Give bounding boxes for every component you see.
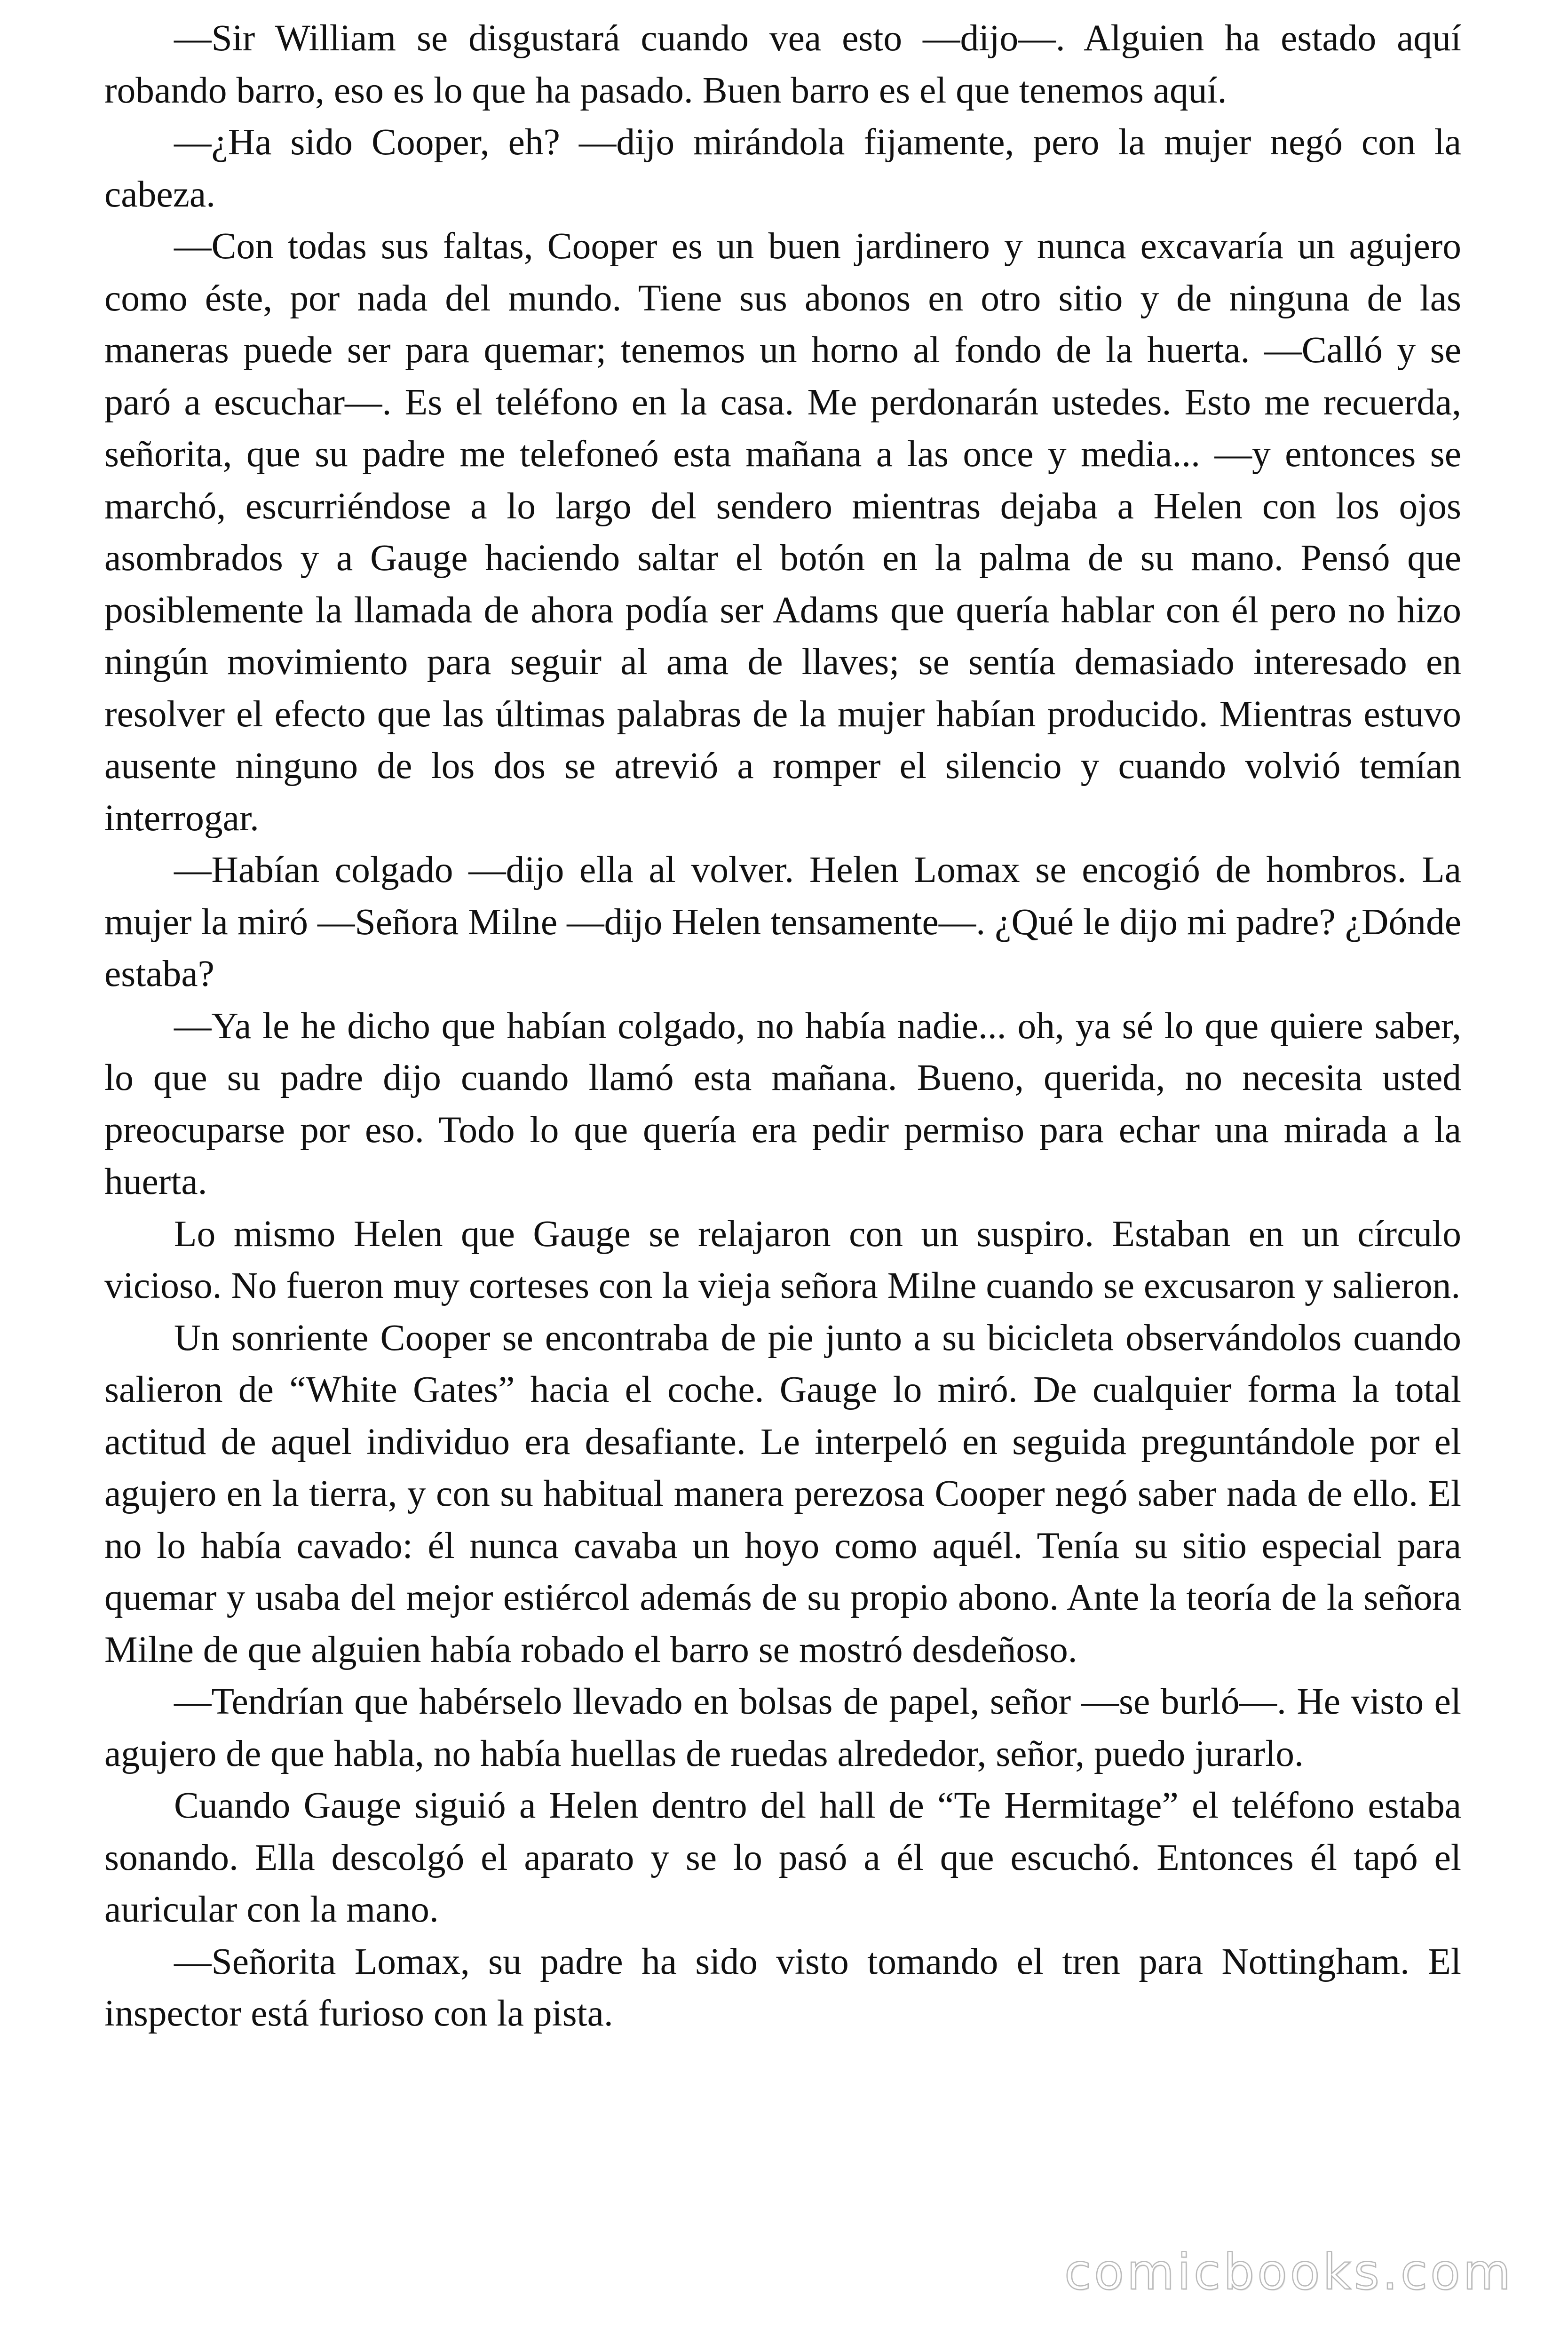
- paragraph-7: Un sonriente Cooper se encontraba de pie junto a su bicicleta observándolos cuando salieron de “White Gates” hacia el coche. Gauge lo miró. De cualquier forma la total actitud de aquel individuo era desafiante. Le interpeló en seguida preguntándole por el agujero en la tierra, y con su habitual manera perezosa Cooper negó saber nada de ello. El no lo había cavado: él nunca cavaba un hoyo como aquél. Tenía su sitio especial para quemar y usaba del mejor estiércol además de su propio abono. Ante la teoría de la señora Milne de que alguien había robado el barro se mostró desdeñoso.: [104, 1317, 1461, 1670]
- paragraph-6: Lo mismo Helen que Gauge se relajaron con un suspiro. Estaban en un círculo vicioso. No fueron muy corteses con la vieja señora Milne cuando se excusaron y salieron.: [104, 1213, 1461, 1306]
- paragraph-9: Cuando Gauge siguió a Helen dentro del hall de “Te Hermitage” el teléfono estaba sonando. Ella descolgó el aparato y se lo pasó a él que escuchó. Entonces él tapó el auricular con la mano.: [104, 1785, 1461, 1930]
- paragraph-8: —Tendrían que habérselo llevado en bolsas de papel, señor —se burló—. He visto el agujero de que habla, no había huellas de ruedas alrededor, señor, puedo jurarlo.: [104, 1681, 1461, 1774]
- paragraph-3: —Con todas sus faltas, Cooper es un buen jardinero y nunca excavaría un agujero como éste, por nada del mundo. Tiene sus abonos en otro sitio y de ninguna de las maneras puede ser para quemar; tenemos un horno al fondo de la huerta. —Calló y se paró a escuchar—. Es el teléfono en la casa. Me perdonarán ustedes. Esto me recuerda, señorita, que su padre me telefoneó esta mañana a las once y media... —y entonces se marchó, escurriéndose a lo largo del sendero mientras dejaba a Helen con los ojos asombrados y a Gauge haciendo saltar el botón en la palma de su mano. Pensó que posiblemente la llamada de ahora podía ser Adams que quería hablar con él pero no hizo ningún movimiento para seguir al ama de llaves; se sentía demasiado interesado en resolver el efecto que las últimas palabras de la mujer habían producido. Mientras estuvo ausente ninguno de los dos se atrevió a romper el silencio y cuando volvió temían interrogar.: [104, 225, 1461, 839]
- paragraph-1: —Sir William se disgustará cuando vea esto —dijo—. Alguien ha estado aquí robando barro, eso es lo que ha pasado. Buen barro es el que tenemos aquí.: [104, 17, 1461, 111]
- paragraph-2: —¿Ha sido Cooper, eh? —dijo mirándola fijamente, pero la mujer negó con la cabeza.: [104, 121, 1461, 215]
- paragraph-4: —Habían colgado —dijo ella al volver. Helen Lomax se encogió de hombros. La mujer la miró —Señora Milne —dijo Helen tensamente—. ¿Qué le dijo mi padre? ¿Dónde estaba?: [104, 849, 1461, 994]
- paragraph-5: —Ya le he dicho que habían colgado, no había nadie... oh, ya sé lo que quiere saber, lo que su padre dijo cuando llamó esta mañana. Bueno, querida, no necesita usted preocuparse por eso. Todo lo que quería era pedir permiso para echar una mirada a la huerta.: [104, 1005, 1461, 1202]
- paragraph-10: —Señorita Lomax, su padre ha sido visto tomando el tren para Nottingham. El inspector está furioso con la pista.: [104, 1940, 1461, 2034]
- page-body: [104, 12, 1461, 2280]
- watermark: comicbooks.com: [1064, 2243, 1513, 2301]
